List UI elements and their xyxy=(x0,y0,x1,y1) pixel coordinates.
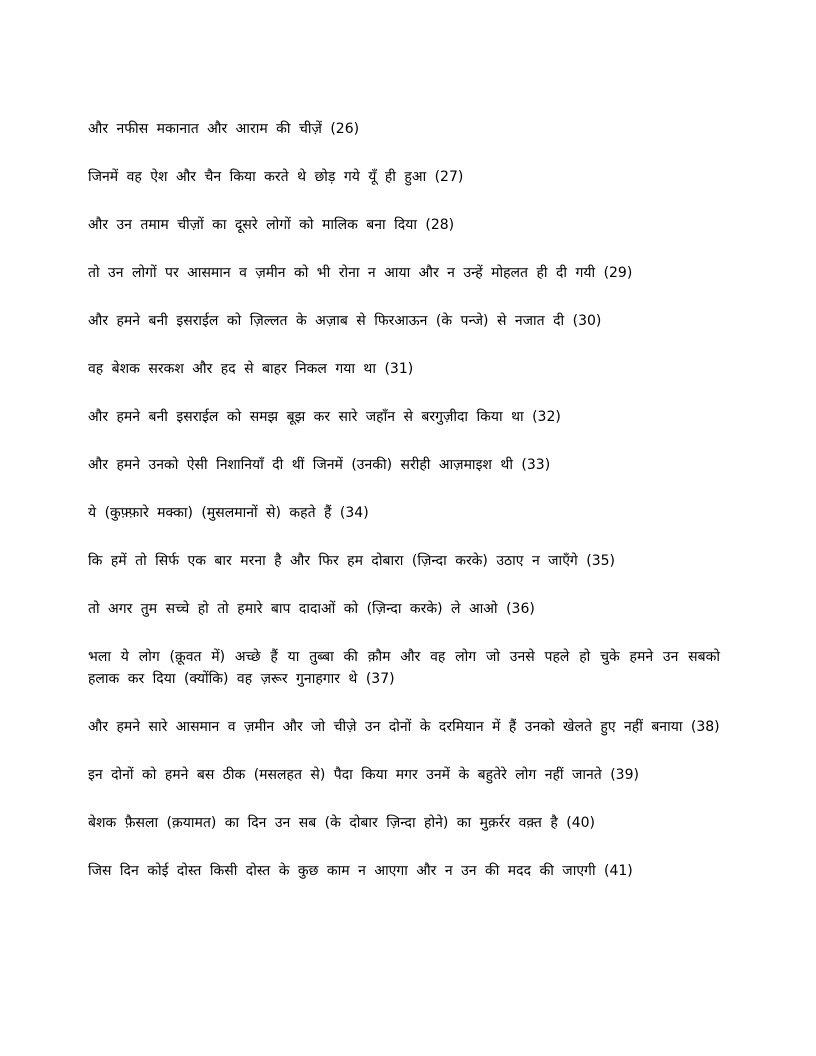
verse-28: और उन तमाम चीज़ों का दूसरे लोगों को मालिक बना दिया (28) xyxy=(88,217,455,233)
verse-27: जिनमें वह ऐश और चैन किया करते थे छोड़ गये यूँ ही हुआ (27) xyxy=(88,169,464,185)
verse-33: और हमने उनको ऐसी निशानियाँ दी थीं जिनमें (उनकी) सरीही आज़माइश थी (33) xyxy=(88,457,551,473)
verse-38: और हमने सारे आसमान व ज़मीन और जो चीज़े उन दोनों के दरमियान में हैं उनको खेलते हुए नहीं बनाया (38) xyxy=(88,719,720,735)
verse-31: वह बेशक सरकश और हद से बाहर निकल गया था (31) xyxy=(88,361,414,377)
verse-36: तो अगर तुम सच्चे हो तो हमारे बाप दादाओं को (ज़िन्दा करके) ले आओ (36) xyxy=(88,601,535,617)
verse-30: और हमने बनी इसराईल को ज़िल्लत के अज़ाब से फिरआऊन (के पन्जे) से नजात दी (30) xyxy=(88,313,602,329)
verse-34: ये (कुफ़्फ़ारे मक्का) (मुसलमानों से) कहते हैं (34) xyxy=(88,505,369,521)
verse-35: कि हमें तो सिर्फ एक बार मरना है और फिर हम दोबारा (ज़िन्दा करके) उठाए न जाएँगे (35) xyxy=(88,553,616,569)
verse-26: और नफीस मकानात और आराम की चीज़ें (26) xyxy=(88,121,360,137)
verse-32: और हमने बनी इसराईल को समझ बूझ कर सारे जहाँन से बरगुज़ीदा किया था (32) xyxy=(88,409,561,425)
verse-list xyxy=(88,118,720,908)
verse-29: तो उन लोगों पर आसमान व ज़मीन को भी रोना न आया और न उन्हें मोहलत ही दी गयी (29) xyxy=(88,265,633,281)
verse-40: बेशक फ़ैसला (क़यामत) का दिन उन सब (के दोबार ज़िन्दा होने) का मुक़र्रर वक़्त है (40) xyxy=(88,815,595,831)
verse-39: इन दोनों को हमने बस ठीक (मसलहत से) पैदा किया मगर उनमें के बहुतेरे लोग नहीं जानते (39) xyxy=(88,767,639,783)
verse-41: जिस दिन कोई दोस्त किसी दोस्त के कुछ काम न आएगा और न उन की मदद की जाएगी (41) xyxy=(88,863,633,879)
verse-37: भला ये लोग (क़ूवत में) अच्छे हैं या तुब्बा की क़ौम और वह लोग जो उनसे पहले हो चुके हमने उन सबको हलाक कर दिया (क्योंकि) वह ज़रूर गुनाहगार थे (37) xyxy=(88,649,720,687)
